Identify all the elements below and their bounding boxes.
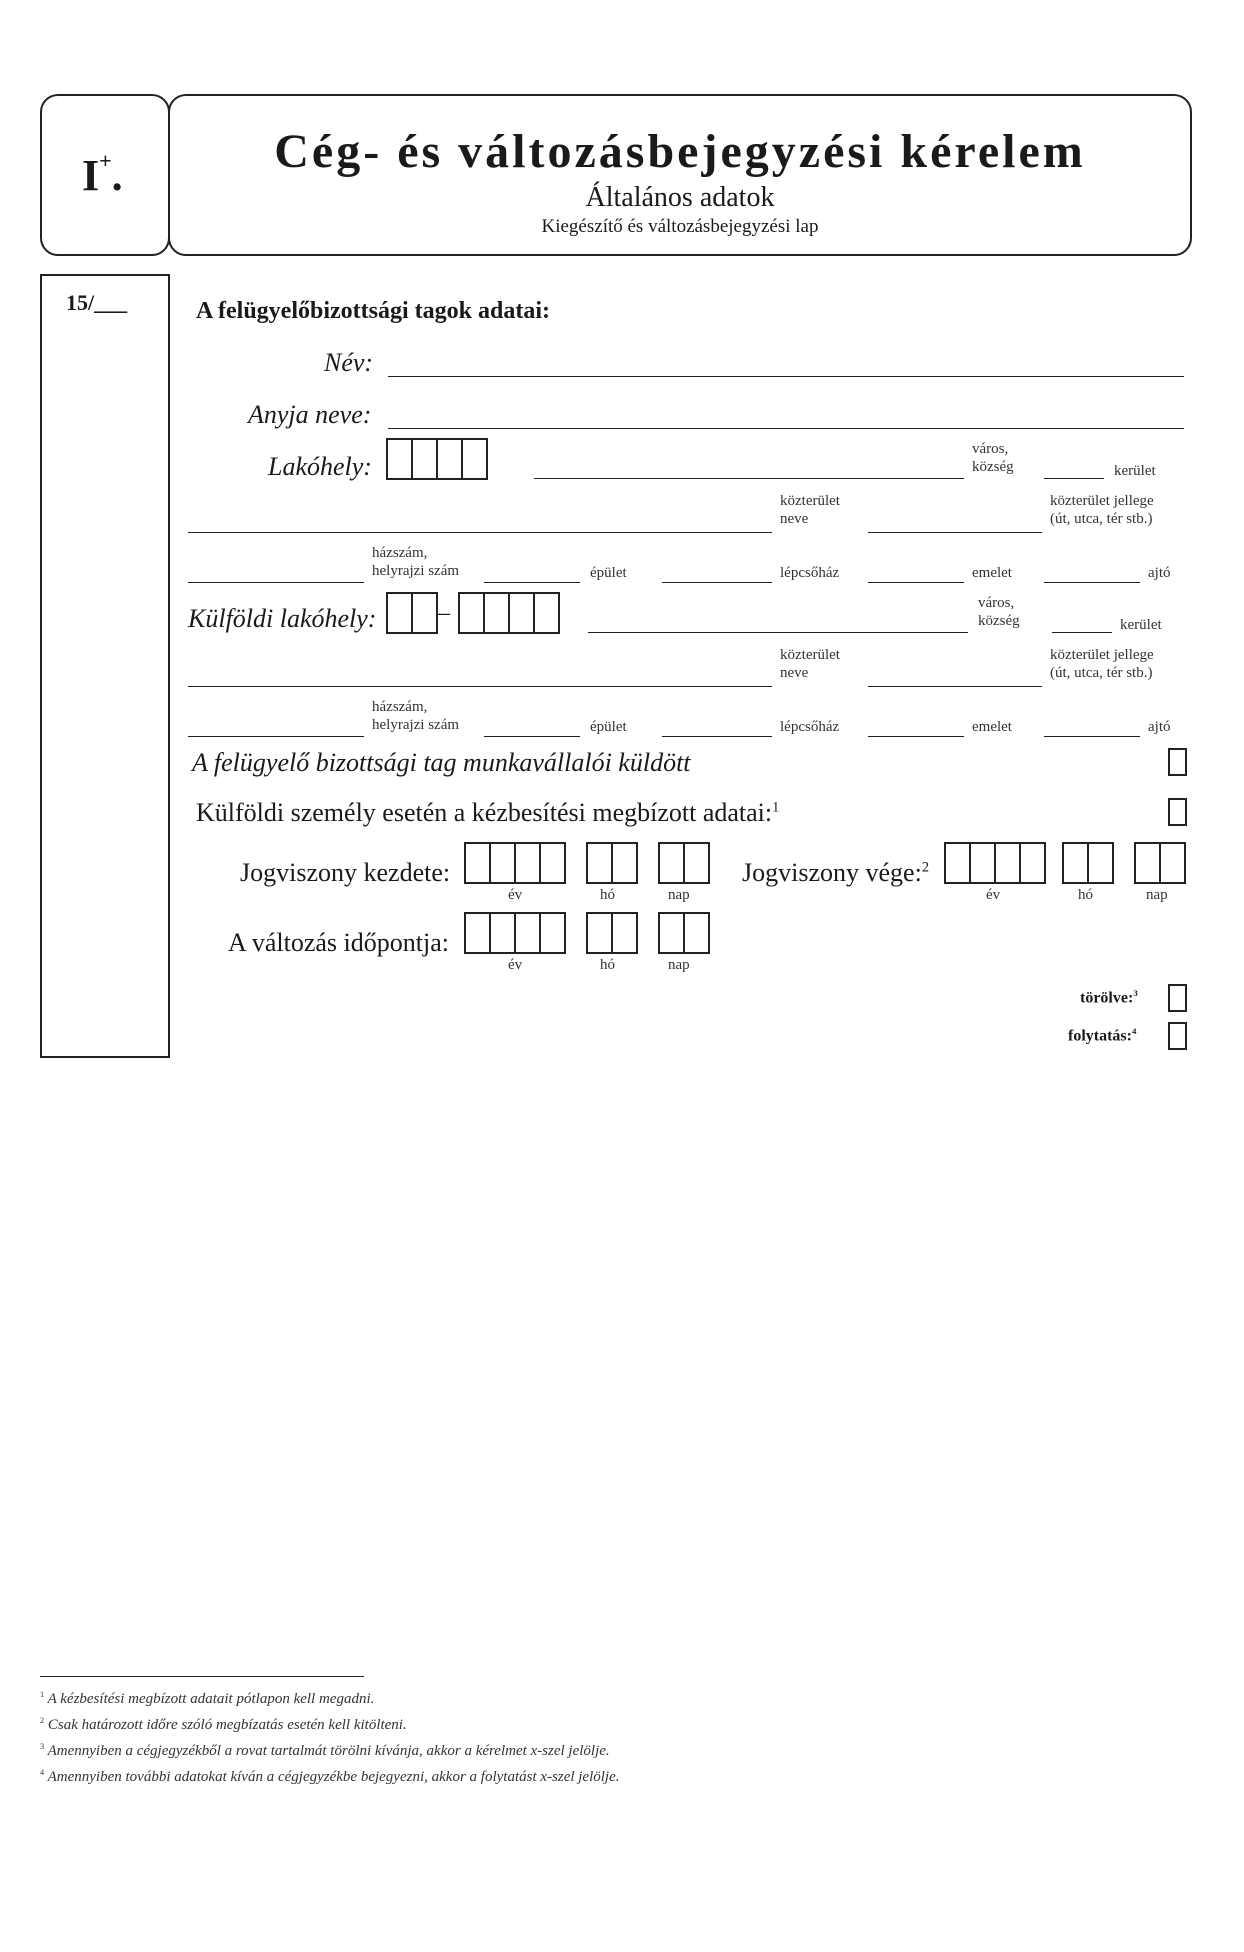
foreign-door-input[interactable]: [1044, 736, 1140, 737]
foreign-house-number-label: [372, 698, 459, 734]
foreign-staircase-label: lépcsőház: [780, 719, 840, 735]
form-subsubtitle: Kiegészítő és változásbejegyzési lap: [541, 216, 819, 237]
district-input[interactable]: [1044, 478, 1104, 479]
start-day-label: nap: [668, 887, 690, 903]
city-label: [972, 440, 1014, 476]
city-input[interactable]: [534, 478, 964, 479]
city-label-l1: város,: [972, 441, 1009, 457]
foreign-zip-cells[interactable]: [458, 592, 560, 634]
change-day-label: nap: [668, 957, 690, 973]
foreign-district-input[interactable]: [1052, 632, 1112, 633]
footnote-1: [40, 1690, 374, 1708]
change-day-cells[interactable]: [658, 912, 710, 954]
foreign-house-number-label-l2: helyrajzi szám: [372, 717, 460, 733]
foreign-street-type-label-l1: közterület jellege: [1050, 647, 1154, 663]
end-date-sup: 2: [921, 859, 929, 876]
title-box: [168, 94, 1192, 256]
end-year-label: év: [986, 887, 1001, 903]
foreign-street-name-label-l1: közterület: [780, 647, 840, 663]
foreign-street-type-label: [1050, 646, 1154, 682]
foreign-street-name-label: [780, 646, 840, 682]
foreign-agent-sup: 1: [772, 799, 780, 816]
street-type-label-l2: (út, utca, tér stb.): [1050, 511, 1153, 527]
dash: –: [438, 600, 450, 626]
change-month-label: hó: [600, 957, 615, 973]
form-code: [82, 150, 123, 201]
name-label: Név:: [324, 348, 374, 377]
foreign-street-name-input[interactable]: [188, 686, 772, 687]
footnote-3-num: 3: [40, 1742, 45, 1751]
footnote-4: [40, 1768, 620, 1786]
end-date-label: [742, 858, 929, 888]
street-name-label-l1: közterület: [780, 493, 840, 509]
footnote-3-text: Amennyiben a cégjegyzékből a rovat tartalmát törölni kívánja, akkor a kérelmet x-szel jelölje.: [47, 1743, 610, 1759]
form-code-dot: .: [111, 151, 123, 200]
deleted-label: [1080, 988, 1138, 1007]
footnote-1-num: 1: [40, 1690, 45, 1699]
change-month-cells[interactable]: [586, 912, 638, 954]
start-year-cells[interactable]: [464, 842, 566, 884]
start-day-cells[interactable]: [658, 842, 710, 884]
house-number-label-l1: házszám,: [372, 545, 428, 561]
continued-text: folytatás:: [1068, 1027, 1132, 1045]
house-number-input[interactable]: [188, 582, 364, 583]
employee-delegate-checkbox[interactable]: [1168, 748, 1187, 776]
change-year-cells[interactable]: [464, 912, 566, 954]
foreign-city-label-l1: város,: [978, 595, 1015, 611]
change-date-label: A változás időpontja:: [228, 928, 449, 957]
footnote-2: [40, 1716, 407, 1734]
foreign-floor-input[interactable]: [868, 736, 964, 737]
foreign-city-label: [978, 594, 1020, 630]
street-type-label-l1: közterület jellege: [1050, 493, 1154, 509]
mother-name-input[interactable]: [388, 428, 1184, 429]
building-label: épület: [590, 565, 627, 581]
floor-label: emelet: [972, 565, 1012, 581]
form-title: Cég- és változásbejegyzési kérelem: [274, 125, 1086, 178]
end-month-label: hó: [1078, 887, 1093, 903]
foreign-residence-label: Külföldi lakóhely:: [188, 604, 377, 633]
form-subtitle: Általános adatok: [585, 182, 775, 213]
start-date-label: Jogviszony kezdete:: [240, 858, 451, 887]
start-year-label: év: [508, 887, 523, 903]
foreign-agent-label: [196, 798, 779, 828]
page-number-column: [40, 274, 170, 1058]
continued-checkbox[interactable]: [1168, 1022, 1187, 1050]
continued-sup: 4: [1131, 1026, 1137, 1036]
change-year-label: év: [508, 957, 523, 973]
door-input[interactable]: [1044, 582, 1140, 583]
foreign-city-input[interactable]: [588, 632, 968, 633]
deleted-sup: 3: [1133, 988, 1138, 998]
end-day-cells[interactable]: [1134, 842, 1186, 884]
start-month-cells[interactable]: [586, 842, 638, 884]
foreign-building-input[interactable]: [484, 736, 580, 737]
end-day-label: nap: [1146, 887, 1168, 903]
foreign-house-number-label-l1: házszám,: [372, 699, 428, 715]
employee-delegate-label: A felügyelő bizottsági tag munkavállalói küldött: [192, 748, 691, 777]
foreign-staircase-input[interactable]: [662, 736, 772, 737]
deleted-checkbox[interactable]: [1168, 984, 1187, 1012]
zip-code-cells[interactable]: [386, 438, 488, 480]
foreign-agent-checkbox[interactable]: [1168, 798, 1187, 826]
building-input[interactable]: [484, 582, 580, 583]
deleted-text: törölve:: [1080, 989, 1134, 1007]
foreign-street-name-label-l2: neve: [780, 665, 809, 681]
form-code-main: I: [82, 151, 100, 200]
foreign-street-type-input[interactable]: [868, 686, 1042, 687]
foreign-city-label-l2: község: [978, 613, 1020, 629]
residence-label: Lakóhely:: [268, 452, 372, 481]
form-code-sup: +: [99, 148, 112, 174]
end-year-cells[interactable]: [944, 842, 1046, 884]
foreign-street-type-label-l2: (út, utca, tér stb.): [1050, 665, 1153, 681]
foreign-door-label: ajtó: [1148, 719, 1171, 735]
foreign-country-cells[interactable]: [386, 592, 438, 634]
footnote-2-text: Csak határozott időre szóló megbízatás esetén kell kitölteni.: [47, 1717, 407, 1733]
floor-input[interactable]: [868, 582, 964, 583]
end-date-text: Jogviszony vége:: [742, 858, 922, 887]
footnote-separator: [40, 1676, 364, 1677]
house-number-label-l2: helyrajzi szám: [372, 563, 460, 579]
footnote-1-text: A kézbesítési megbízott adatait pótlapon kell megadni.: [47, 1691, 375, 1707]
foreign-agent-text: Külföldi személy esetén a kézbesítési megbízott adatai:: [196, 798, 773, 827]
foreign-building-label: épület: [590, 719, 627, 735]
foreign-district-label: kerület: [1120, 617, 1162, 633]
footnote-2-num: 2: [40, 1716, 45, 1725]
street-type-input[interactable]: [868, 532, 1042, 533]
form-code-box: [40, 94, 170, 256]
start-month-label: hó: [600, 887, 615, 903]
footnote-3: [40, 1742, 610, 1760]
foreign-house-number-input[interactable]: [188, 736, 364, 737]
house-number-label: [372, 544, 459, 580]
foreign-floor-label: emelet: [972, 719, 1012, 735]
staircase-label: lépcsőház: [780, 565, 840, 581]
footnote-4-num: 4: [40, 1768, 45, 1777]
street-type-label: [1050, 492, 1154, 528]
district-label: kerület: [1114, 463, 1156, 479]
street-name-label-l2: neve: [780, 511, 809, 527]
footnote-4-text: Amennyiben további adatokat kíván a cégjegyzékbe bejegyezni, akkor a folytatást x-szel jelölje.: [47, 1769, 620, 1785]
continued-label: [1068, 1026, 1136, 1045]
section-title: A felügyelőbizottsági tagok adatai:: [196, 298, 550, 324]
city-label-l2: község: [972, 459, 1014, 475]
mother-name-label: Anyja neve:: [248, 400, 372, 429]
street-name-input[interactable]: [188, 532, 772, 533]
end-month-cells[interactable]: [1062, 842, 1114, 884]
street-name-label: [780, 492, 840, 528]
door-label: ajtó: [1148, 565, 1171, 581]
staircase-input[interactable]: [662, 582, 772, 583]
page-number: 15/___: [66, 290, 128, 315]
name-input[interactable]: [388, 376, 1184, 377]
